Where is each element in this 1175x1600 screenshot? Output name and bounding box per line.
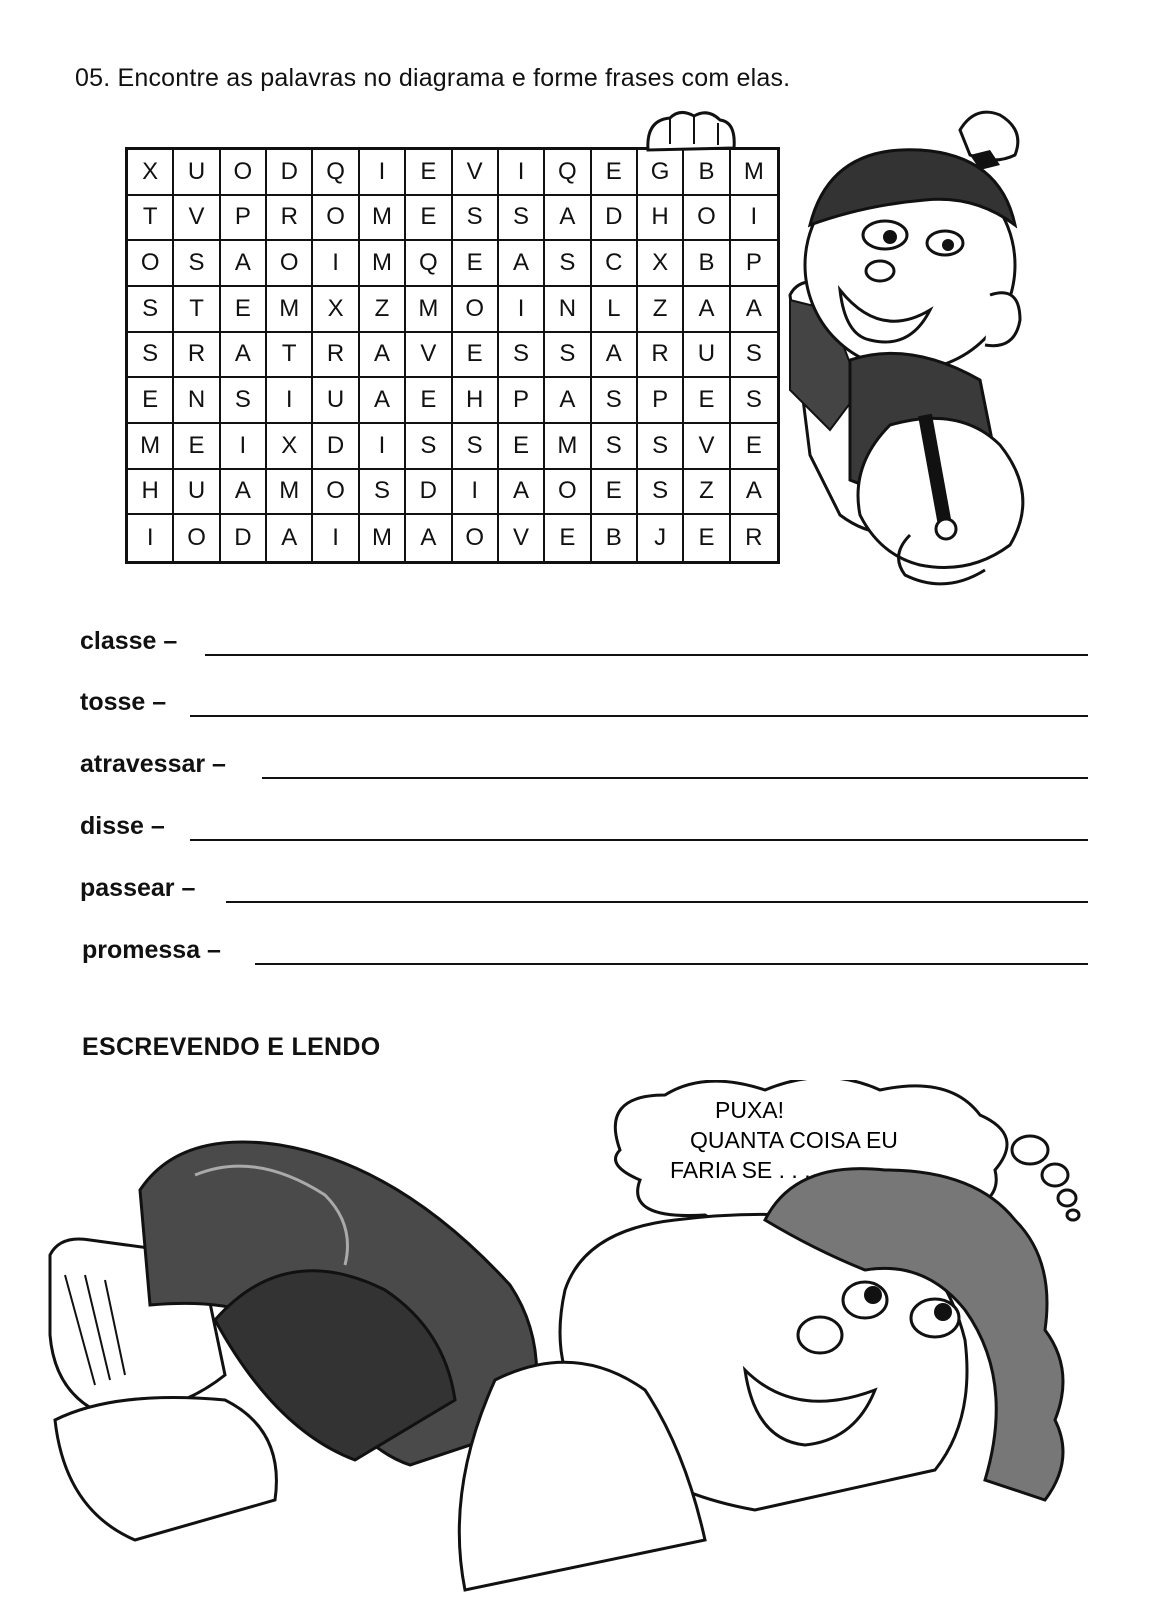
grid-cell: A (731, 470, 777, 516)
grid-cell: E (684, 515, 730, 561)
grid-cell: D (221, 515, 267, 561)
grid-cell: A (545, 196, 591, 242)
grid-cell: U (684, 333, 730, 379)
grid-cell: I (221, 424, 267, 470)
grid-cell: S (453, 196, 499, 242)
grid-cell: D (406, 470, 452, 516)
grid-cell: I (499, 287, 545, 333)
grid-cell: R (313, 333, 359, 379)
grid-cell: I (128, 515, 174, 561)
grid-cell: T (174, 287, 220, 333)
grid-cell: A (684, 287, 730, 333)
grid-cell: S (499, 333, 545, 379)
answer-line[interactable] (190, 839, 1088, 841)
thought-line-1: PUXA! (715, 1097, 785, 1123)
grid-cell: O (174, 515, 220, 561)
answer-line[interactable] (205, 654, 1088, 656)
grid-cell: A (545, 378, 591, 424)
grid-cell: S (128, 333, 174, 379)
grid-cell: M (406, 287, 452, 333)
grid-cell: O (453, 287, 499, 333)
grid-cell: X (128, 150, 174, 196)
grid-cell: R (174, 333, 220, 379)
grid-cell: R (267, 196, 313, 242)
grid-cell: O (313, 470, 359, 516)
grid-cell: E (174, 424, 220, 470)
grid-cell: A (406, 515, 452, 561)
grid-cell: M (360, 241, 406, 287)
grid-cell: I (360, 424, 406, 470)
grid-cell: I (313, 515, 359, 561)
grid-cell: S (406, 424, 452, 470)
grid-cell: S (731, 378, 777, 424)
grid-cell: S (592, 378, 638, 424)
grid-cell: E (453, 333, 499, 379)
grid-cell: S (128, 287, 174, 333)
grid-cell: O (684, 196, 730, 242)
grid-cell: E (406, 196, 452, 242)
grid-cell: O (313, 196, 359, 242)
grid-cell: E (592, 150, 638, 196)
grid-cell: B (592, 515, 638, 561)
grid-cell: A (221, 470, 267, 516)
grid-cell: N (545, 287, 591, 333)
grid-cell: E (453, 241, 499, 287)
grid-cell: Q (406, 241, 452, 287)
grid-cell: T (267, 333, 313, 379)
grid-cell: M (545, 424, 591, 470)
grid-cell: D (267, 150, 313, 196)
word-label: atravessar – (80, 750, 226, 778)
grid-cell: T (128, 196, 174, 242)
grid-cell: A (499, 241, 545, 287)
word-label: classe – (80, 627, 178, 655)
grid-cell: H (128, 470, 174, 516)
exercise-instruction: 05. Encontre as palavras no diagrama e forme frases com elas. (75, 64, 791, 92)
grid-cell: X (313, 287, 359, 333)
word-label: tosse – (80, 688, 167, 716)
grid-cell: C (592, 241, 638, 287)
grid-cell: D (592, 196, 638, 242)
grid-cell: D (313, 424, 359, 470)
grid-cell: R (745, 524, 763, 552)
grid-cell: A (731, 287, 777, 333)
grid-cell: I (360, 150, 406, 196)
grid-cell: X (638, 241, 684, 287)
grid-cell: S (221, 378, 267, 424)
grid-cell: O (128, 241, 174, 287)
grid-cell: P (221, 196, 267, 242)
grid-cell: I (499, 150, 545, 196)
grid-cell: A (221, 241, 267, 287)
grid-cell: O (453, 515, 499, 561)
answer-line[interactable] (262, 777, 1088, 779)
grid-cell: A (221, 333, 267, 379)
grid-cell: Z (684, 470, 730, 516)
grid-cell: V (453, 150, 499, 196)
grid-cell: R (638, 333, 684, 379)
grid-cell: L (592, 287, 638, 333)
grid-cell: E (406, 378, 452, 424)
grid-cell: P (638, 378, 684, 424)
grid-cell: O (545, 470, 591, 516)
grid-cell: B (684, 241, 730, 287)
grid-cell: I (267, 378, 313, 424)
grid-cell: A (499, 470, 545, 516)
word-label: promessa – (82, 936, 221, 964)
grid-cell: Q (313, 150, 359, 196)
grid-cell: M (128, 424, 174, 470)
thought-line-3: FARIA SE . . . (670, 1157, 811, 1183)
grid-cell: P (499, 378, 545, 424)
grid-cell: S (174, 241, 220, 287)
grid-cell: X (267, 424, 313, 470)
grid-cell: S (638, 424, 684, 470)
grid-cell: I (313, 241, 359, 287)
grid-cell: P (731, 241, 777, 287)
grid-cell: E (592, 470, 638, 516)
grid-cell: S (545, 333, 591, 379)
grid-cell: B (684, 150, 730, 196)
grid-cell: U (313, 378, 359, 424)
grid-cell: E (731, 424, 777, 470)
grid-cell: A (592, 333, 638, 379)
answer-line[interactable] (190, 715, 1088, 717)
grid-cell: V (174, 196, 220, 242)
grid-cell: E (545, 515, 591, 561)
word-label: disse – (80, 812, 165, 840)
grid-cell: M (267, 470, 313, 516)
grid-cell: S (638, 470, 684, 516)
grid-cell: A (267, 515, 313, 561)
grid-cell: S (360, 470, 406, 516)
grid-cell: M (360, 515, 406, 561)
grid-cell: E (128, 378, 174, 424)
grid-cell: S (592, 424, 638, 470)
boy-thinking-illustration (45, 1080, 1120, 1595)
grid-cell: E (684, 378, 730, 424)
grid-cell: Z (360, 287, 406, 333)
section-title: ESCREVENDO E LENDO (82, 1033, 381, 1061)
thought-line-2: QUANTA COISA EU (690, 1127, 898, 1153)
grid-cell: O (267, 241, 313, 287)
grid-cell: V (406, 333, 452, 379)
grid-cell: V (684, 424, 730, 470)
grid-cell: M (731, 150, 777, 196)
grid-cell: E (221, 287, 267, 333)
grid-cell: S (731, 333, 777, 379)
answer-line[interactable] (226, 901, 1088, 903)
grid-cell: V (499, 515, 545, 561)
grid-cell: A (360, 333, 406, 379)
grid-cell: H (453, 378, 499, 424)
answer-line[interactable] (255, 963, 1088, 965)
grid-cell: E (406, 150, 452, 196)
grid-cell: U (174, 470, 220, 516)
word-label: passear – (80, 874, 196, 902)
grid-cell: G (638, 150, 684, 196)
grid-cell: A (360, 378, 406, 424)
grid-cell: Z (638, 287, 684, 333)
grid-cell: S (545, 241, 591, 287)
grid-cell: H (638, 196, 684, 242)
grid-cell: I (453, 470, 499, 516)
grid-cell: S (499, 196, 545, 242)
grid-cell: J (638, 515, 684, 561)
grid-cell: S (453, 424, 499, 470)
grid-cell: M (360, 196, 406, 242)
grid-cell: Q (545, 150, 591, 196)
grid-cell: E (499, 424, 545, 470)
grid-cell: N (174, 378, 220, 424)
grid-cell: I (731, 196, 777, 242)
girl-with-pencil-illustration (640, 95, 1100, 605)
grid-cell: M (267, 287, 313, 333)
grid-cell: U (174, 150, 220, 196)
grid-cell: O (221, 150, 267, 196)
